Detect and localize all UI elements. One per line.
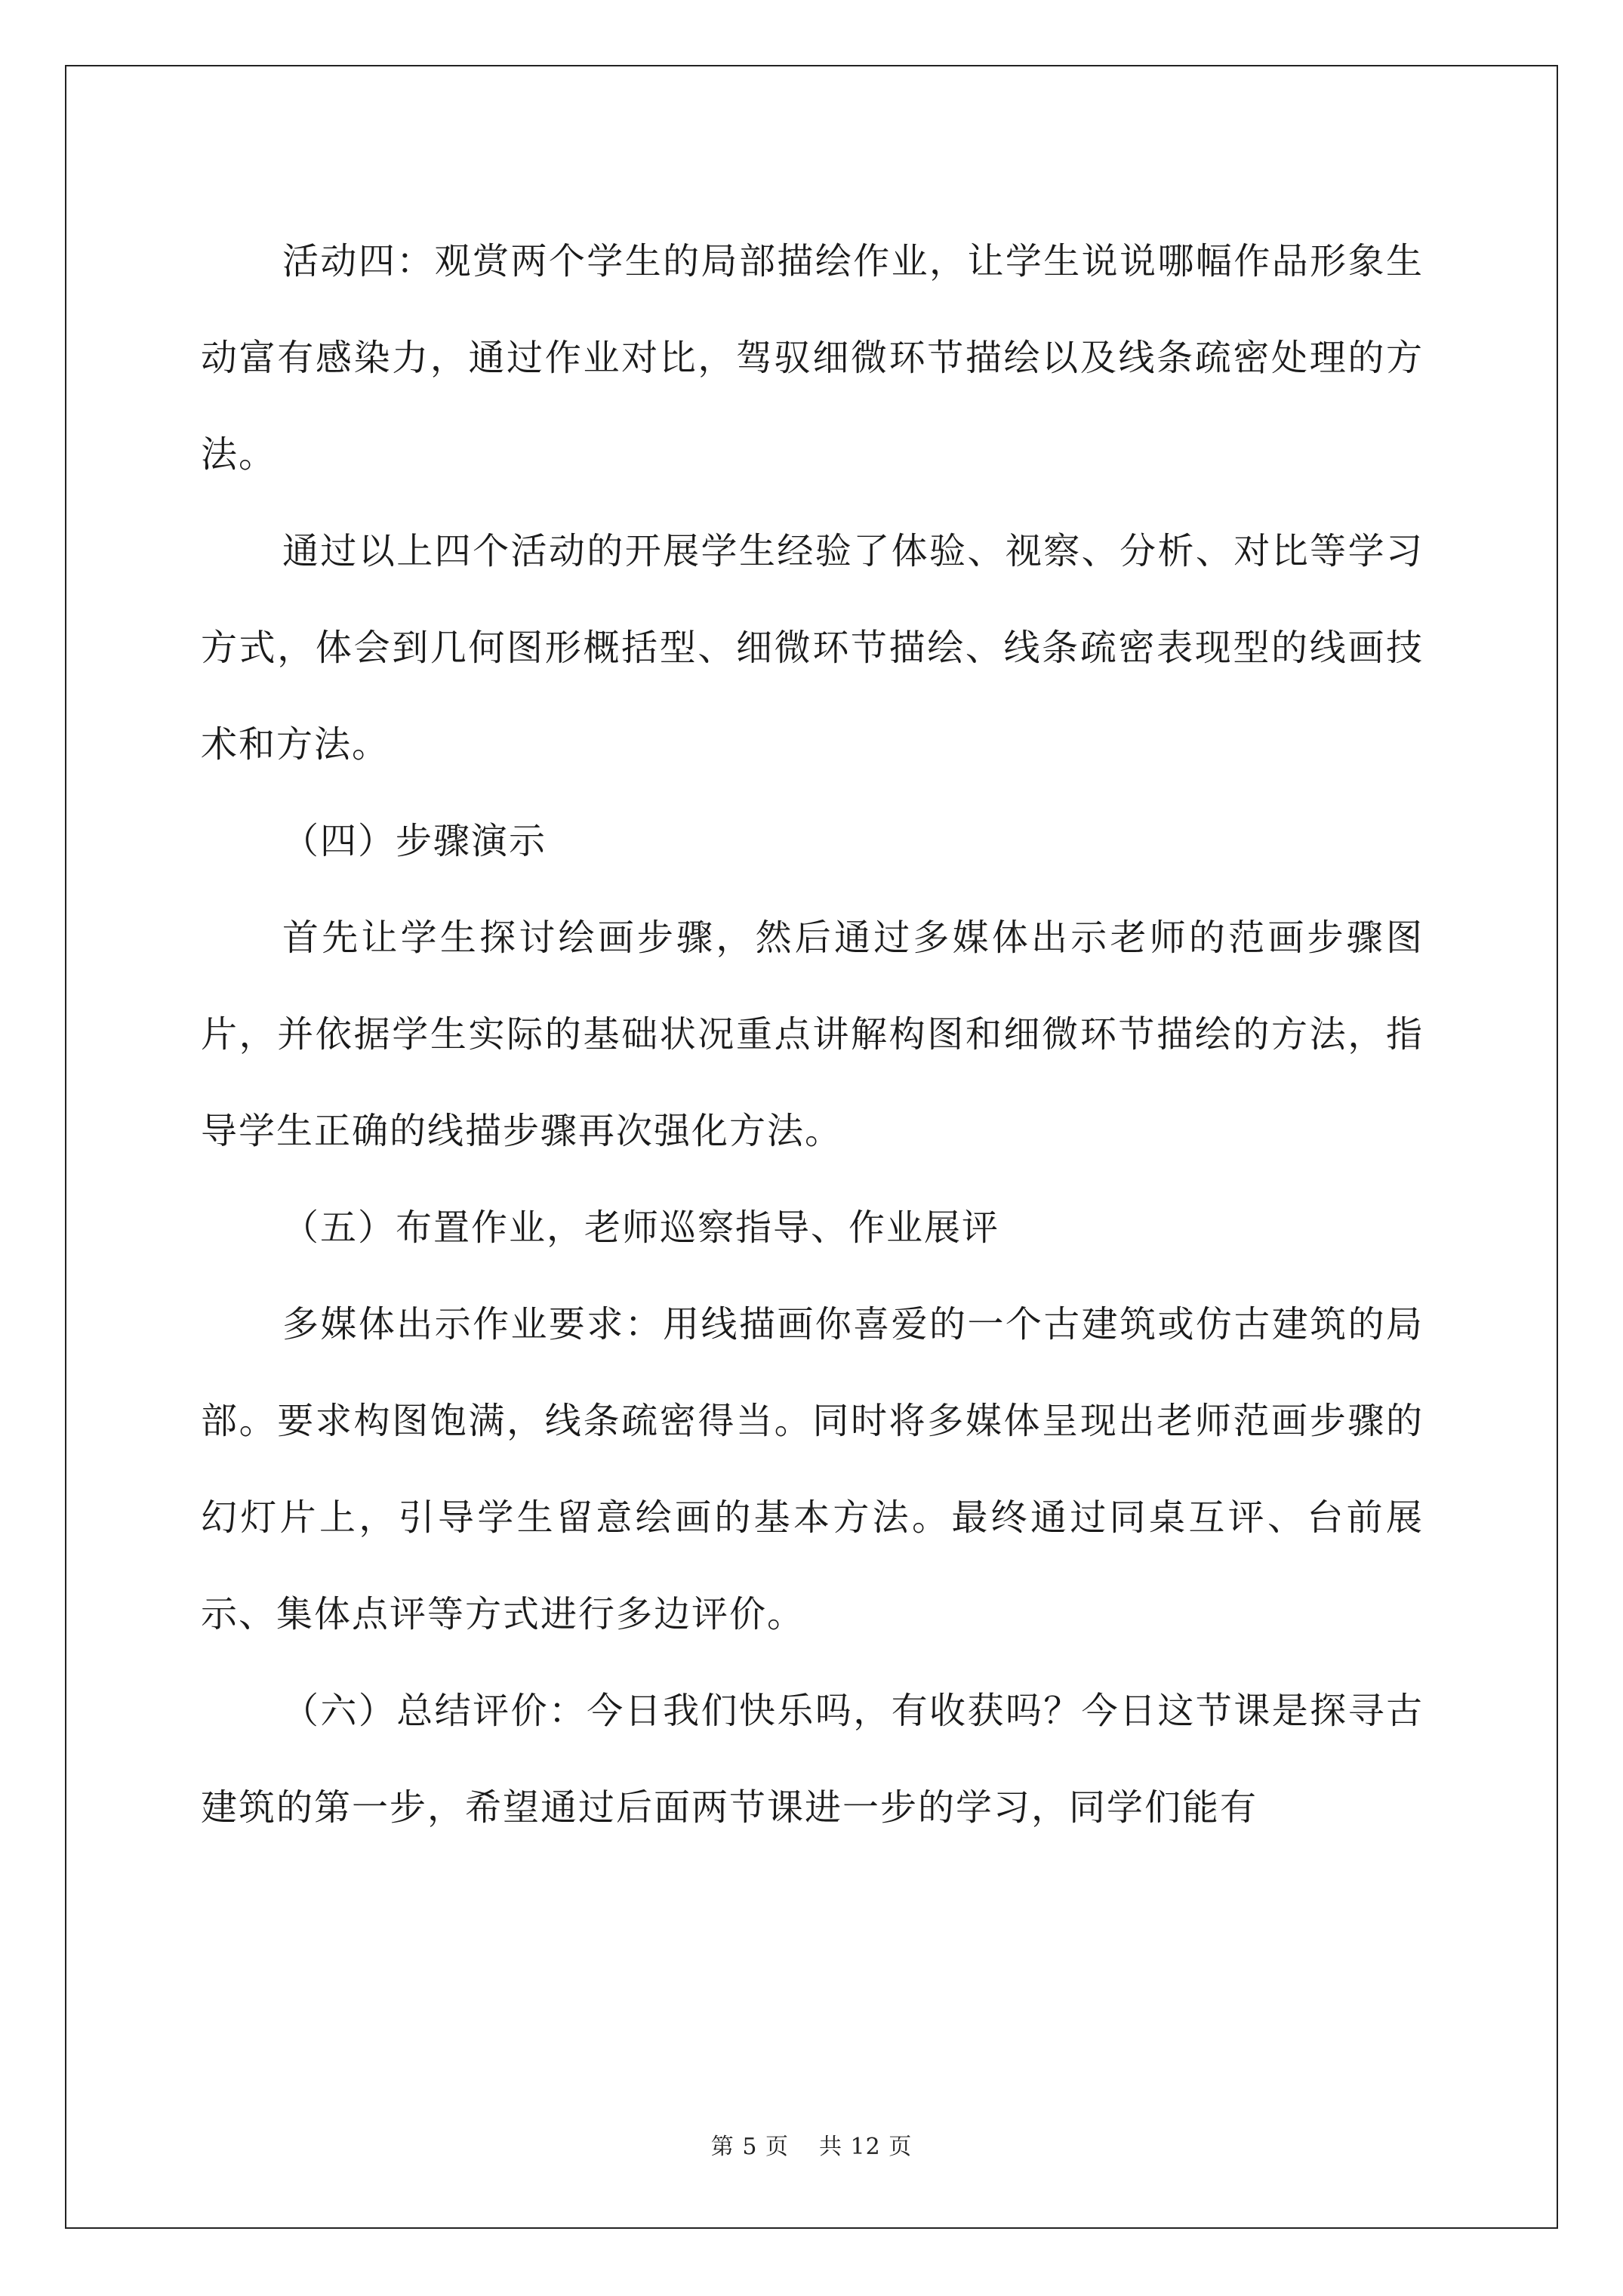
paragraph-activities-summary: 通过以上四个活动的开展学生经验了体验、视察、分析、对比等学习方式，体会到几何图形概括型、细微环节描绘、线条疏密表现型的线画技术和方法。 [201,530,1424,766]
paragraph-summary-evaluation: （六）总结评价：今日我们快乐吗，有收获吗？今日这节课是探寻古建筑的第一步，希望通过后面两节课进一步的学习，同学们能有 [201,1690,1424,1829]
heading-assignment: （五）布置作业，老师巡察指导、作业展评 [282,1207,1000,1249]
page-footer [0,2128,1623,2161]
page-number: 第 5 页 [710,2134,789,2160]
paragraph-step-demo: 首先让学生探讨绘画步骤，然后通过多媒体出示老师的范画步骤图片，并依据学生实际的基础状况重点讲解构图和细微环节描绘的方法，指导学生正确的线描步骤再次强化方法。 [201,917,1424,1152]
document-body [201,213,1424,1856]
paragraph-assignment: 多媒体出示作业要求：用线描画你喜爱的一个古建筑或仿古建筑的局部。要求构图饱满，线条疏密得当。同时将多媒体呈现出老师范画步骤的幻灯片上，引导学生留意绘画的基本方法。最终通过同桌互评、台前展示、集体点评等方式进行多边评价。 [201,1303,1424,1635]
heading-step-demo: （四）步骤演示 [282,820,547,862]
paragraph-activity-four: 活动四：观赏两个学生的局部描绘作业，让学生说说哪幅作品形象生动富有感染力，通过作业对比，驾驭细微环节描绘以及线条疏密处理的方法。 [201,240,1424,476]
page-total: 共 12 页 [818,2134,913,2160]
